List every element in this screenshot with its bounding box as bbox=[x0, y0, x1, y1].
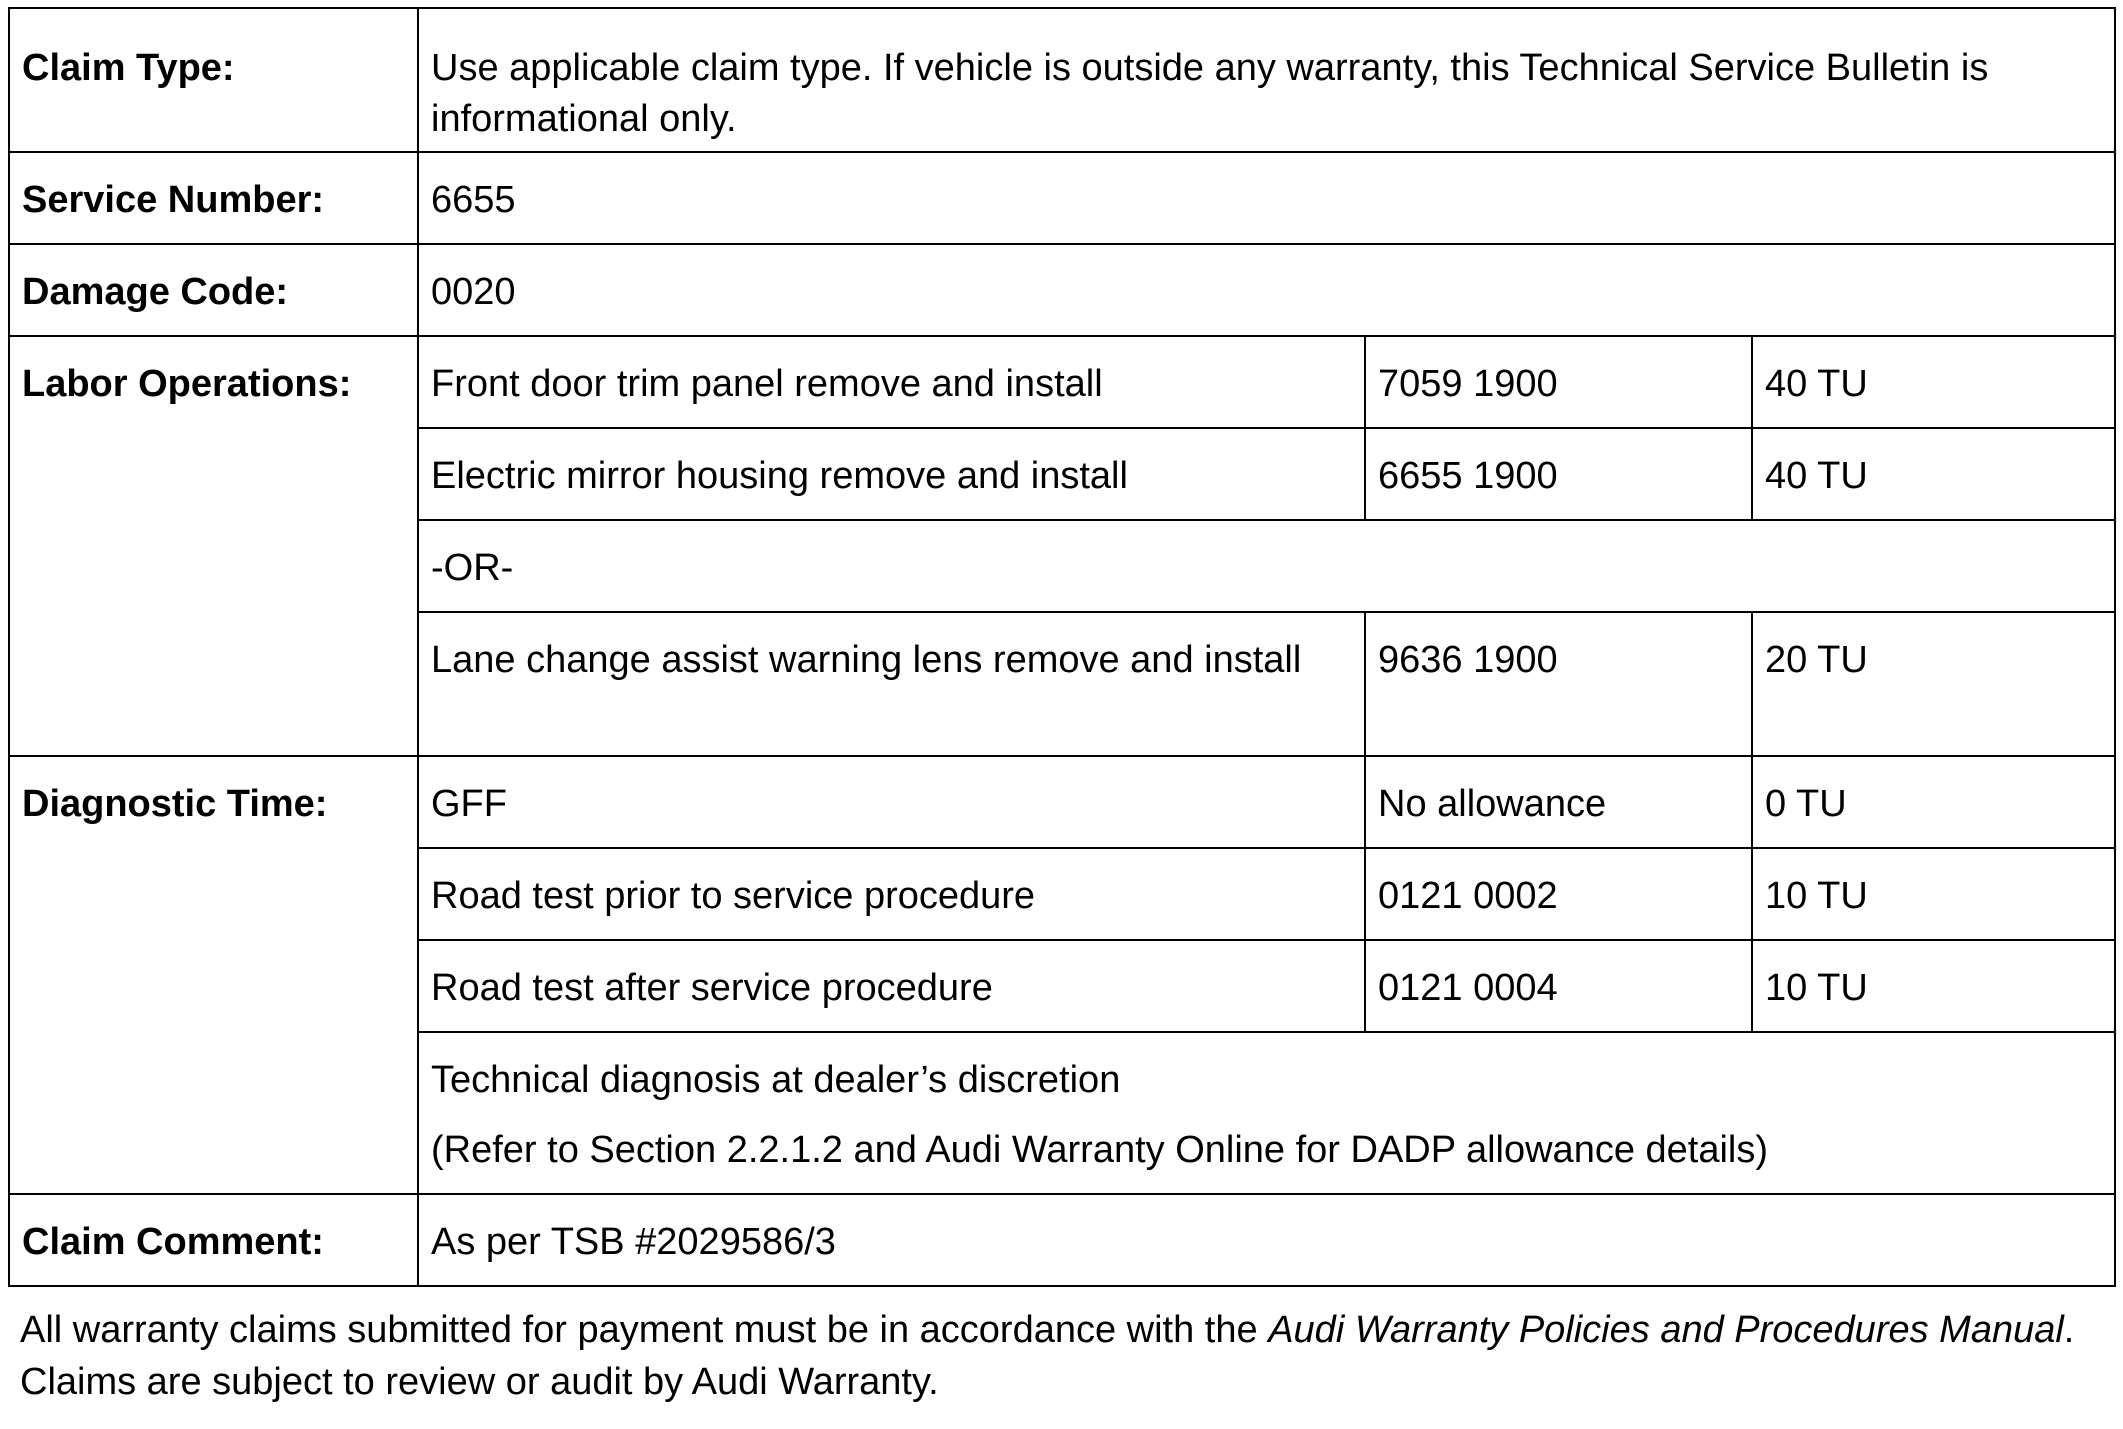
labor-operation-description: Lane change assist warning lens remove and install bbox=[418, 612, 1365, 756]
claim-comment-label: Claim Comment: bbox=[9, 1194, 418, 1286]
claim-type-label: Claim Type: bbox=[9, 8, 418, 152]
claim-comment-row bbox=[9, 1194, 2115, 1286]
diagnostic-note-line1: Technical diagnosis at dealer’s discretion bbox=[431, 1059, 1121, 1101]
diagnostic-time: 0 TU bbox=[1752, 756, 2115, 848]
labor-operation-description: Electric mirror housing remove and install bbox=[418, 428, 1365, 520]
warranty-claim-table bbox=[8, 7, 2116, 1287]
claim-comment-value: As per TSB #2029586/3 bbox=[418, 1194, 2115, 1286]
labor-operation-description: Front door trim panel remove and install bbox=[418, 336, 1365, 428]
service-number-row bbox=[9, 152, 2115, 244]
diagnostic-note-line2: (Refer to Section 2.2.1.2 and Audi Warranty Online for DADP allowance details) bbox=[431, 1129, 1769, 1171]
diagnostic-description: GFF bbox=[418, 756, 1365, 848]
diagnostic-note bbox=[418, 1032, 2115, 1194]
damage-code-label: Damage Code: bbox=[9, 244, 418, 336]
diagnostic-row bbox=[9, 756, 2115, 848]
diagnostic-description: Road test after service procedure bbox=[418, 940, 1365, 1032]
diagnostic-time: 10 TU bbox=[1752, 940, 2115, 1032]
diagnostic-code: No allowance bbox=[1365, 756, 1752, 848]
diagnostic-description: Road test prior to service procedure bbox=[418, 848, 1365, 940]
labor-operation-time: 40 TU bbox=[1752, 428, 2115, 520]
diagnostic-code: 0121 0004 bbox=[1365, 940, 1752, 1032]
labor-operation-code: 7059 1900 bbox=[1365, 336, 1752, 428]
footer-text-before: All warranty claims submitted for payment must be in accordance with the bbox=[20, 1309, 1269, 1351]
service-number-value: 6655 bbox=[418, 152, 2115, 244]
service-number-label: Service Number: bbox=[9, 152, 418, 244]
footer-text-after: . Claims are subject to review or audit by Audi Warranty. bbox=[20, 1309, 2075, 1403]
labor-operation-code: 9636 1900 bbox=[1365, 612, 1752, 756]
footer-manual-title: Audi Warranty Policies and Procedures Manual bbox=[1268, 1309, 2064, 1351]
diagnostic-time: 10 TU bbox=[1752, 848, 2115, 940]
labor-operation-time: 40 TU bbox=[1752, 336, 2115, 428]
labor-or-text: -OR- bbox=[418, 520, 2115, 612]
labor-operation-row bbox=[9, 336, 2115, 428]
labor-operations-label: Labor Operations: bbox=[9, 336, 418, 756]
claim-type-row bbox=[9, 8, 2115, 152]
labor-operation-time: 20 TU bbox=[1752, 612, 2115, 756]
diagnostic-code: 0121 0002 bbox=[1365, 848, 1752, 940]
damage-code-row bbox=[9, 244, 2115, 336]
diagnostic-time-label: Diagnostic Time: bbox=[9, 756, 418, 1194]
damage-code-value: 0020 bbox=[418, 244, 2115, 336]
warranty-footer-note bbox=[20, 1304, 2110, 1408]
labor-operation-code: 6655 1900 bbox=[1365, 428, 1752, 520]
claim-type-value: Use applicable claim type. If vehicle is outside any warranty, this Technical Service Bulletin is informational only. bbox=[418, 8, 2115, 152]
